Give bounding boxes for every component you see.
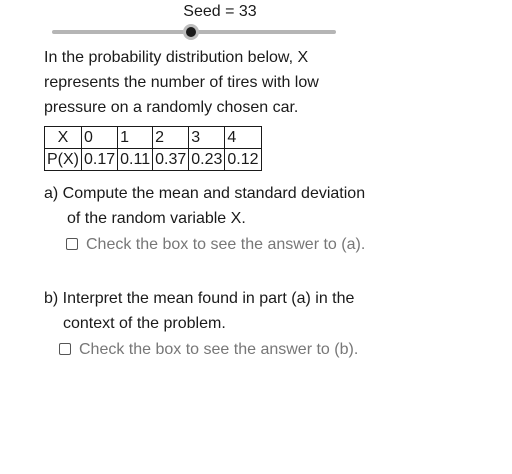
question-b	[44, 286, 354, 336]
checkbox-icon[interactable]	[59, 343, 71, 355]
problem-intro-line: In the probability distribution below, X	[44, 49, 309, 66]
question-a-line: of the random variable X.	[67, 210, 246, 227]
question-a-line: a) Compute the mean and standard deviation	[44, 185, 366, 202]
problem-intro-line: represents the number of tires with low	[44, 74, 319, 91]
table-row	[45, 149, 262, 171]
table-cell: 0.11	[118, 149, 153, 171]
table-header-row	[45, 127, 262, 149]
table-cell: 0	[82, 127, 118, 149]
question-b-line: b) Interpret the mean found in part (a) in the	[44, 290, 355, 307]
table-cell: 4	[225, 127, 261, 149]
table-cell: 2	[153, 127, 189, 149]
probability-distribution-table	[44, 126, 262, 171]
checkbox-icon[interactable]	[66, 238, 78, 250]
table-cell: 0.23	[189, 149, 225, 171]
table-cell: X	[45, 127, 82, 149]
answer-b-checkbox-label[interactable]: Check the box to see the answer to (b).	[79, 341, 359, 358]
answer-a-checkbox[interactable]	[66, 235, 365, 255]
table-cell: 0.37	[153, 149, 189, 171]
table-cell: 3	[189, 127, 225, 149]
seed-slider[interactable]	[52, 24, 336, 40]
table-cell: P(X)	[45, 149, 82, 171]
question-b-line: context of the problem.	[63, 315, 226, 332]
answer-a-checkbox-label[interactable]: Check the box to see the answer to (a).	[86, 236, 366, 253]
table-cell: 0.17	[82, 149, 118, 171]
seed-slider-label: Seed = 33	[183, 3, 257, 20]
answer-b-checkbox[interactable]	[59, 340, 358, 360]
seed-slider-handle[interactable]	[183, 24, 199, 40]
seed-slider-handle-dot	[186, 27, 196, 37]
problem-intro-line: pressure on a randomly chosen car.	[44, 99, 299, 116]
table-cell: 0.12	[225, 149, 261, 171]
question-a	[44, 181, 365, 231]
table-cell: 1	[118, 127, 153, 149]
problem-intro	[44, 45, 344, 120]
